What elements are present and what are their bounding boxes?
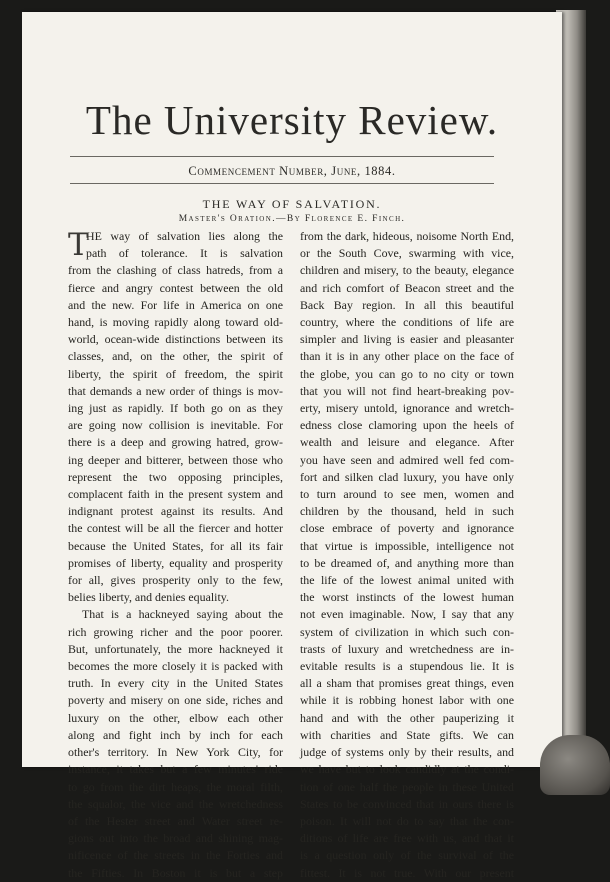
text-line: the contest will be all the fiercer and hotter	[68, 521, 283, 536]
text-line: becomes the more closely it is packed with	[68, 659, 283, 674]
text-line: other's territory. In New York City, for	[68, 745, 283, 760]
text-line: because the United States, for all its fair	[68, 538, 283, 553]
thumb-shadow	[540, 735, 610, 795]
article-column-right	[300, 228, 514, 882]
masthead-rule-top	[70, 156, 494, 157]
text-line: and the new. For life in America on one	[68, 297, 283, 312]
text-line: simpler and living is easier and pleasanter	[300, 332, 514, 347]
text-line: the worst instincts of the lowest human	[300, 590, 514, 605]
text-line: poverty and misery on one side, riches and	[68, 693, 283, 708]
text-line: classes, and, on the other, the spirit of	[68, 349, 283, 364]
text-line: luxury on the other, elbow each other	[68, 710, 283, 725]
masthead-rule-bottom	[70, 183, 494, 184]
text-line: That is a hackneyed saying about the	[82, 607, 283, 622]
text-line: hand and with the other pauperizing it	[300, 710, 514, 725]
article-column-left	[68, 228, 283, 882]
text-line: world, ocean-wide distinctions between its	[68, 332, 283, 347]
text-line: States to be convinced that in ours there is	[300, 796, 514, 811]
text-line: instance, it takes but a few minutes' ride	[68, 762, 283, 777]
text-line: is a question only of the survival of the	[300, 848, 514, 863]
text-line: along and fight inch by inch for each	[68, 727, 283, 742]
text-line: to turn around to see men, women and	[300, 487, 514, 502]
text-line: than it is in any other place on the face of	[300, 349, 514, 364]
text-line: the life of the lowest animal united with	[300, 573, 514, 588]
text-line: for all, gives prosperity only to the few,	[68, 573, 283, 588]
text-line: system of civilization in which such con-	[300, 624, 514, 639]
text-line: belies liberty, and denies equality.	[68, 590, 229, 605]
text-line: country, where the conditions of life are	[300, 315, 514, 330]
text-line: ing just as rapidly. If both go on as they	[68, 401, 283, 416]
text-line: truth. In every city in the United States	[68, 676, 283, 691]
text-line: hand, is moving rapidly along toward old-	[68, 315, 283, 330]
text-line: wealth and leisure and elegance. After	[300, 435, 514, 450]
text-line: the squalor, the vice and the wretchedness	[68, 796, 283, 811]
text-line: trasts of luxury and wretchedness are in-	[300, 641, 514, 656]
text-line: the Fifties. In Boston it is but a step	[68, 865, 283, 880]
text-line: from the clashing of class hatreds, from a	[68, 263, 283, 278]
text-line: there is a deep and growing hatred, grow-	[68, 435, 283, 450]
text-line: ing deeper and bitterer, between those who	[68, 452, 283, 467]
text-line: to be dreamed of, and anything more than	[300, 555, 514, 570]
text-line: tion of one half the people in these United	[300, 779, 514, 794]
text-line: from the dark, hideous, noisome North End,	[300, 229, 514, 243]
text-line: or the South Cove, swarming with vice,	[300, 246, 514, 261]
text-line: fort and silken clad luxury, you have only	[300, 469, 514, 484]
text-line: path of tolerance. It is salvation	[86, 246, 283, 261]
text-line: rich growing richer and the poor poorer.	[68, 624, 283, 639]
text-line: of the Hester street and Water street re-	[68, 813, 283, 828]
article-byline: Master's Oration.—By Florence E. Finch.	[178, 214, 406, 224]
article-title: THE WAY OF SALVATION.	[202, 197, 382, 211]
text-line: children and misery, to the beauty, elegance	[300, 263, 514, 278]
text-line: that demands a new order of things is mov-	[68, 383, 283, 398]
text-line: nificence of the streets in the Forties and	[68, 848, 283, 863]
text-line: poison. It will not do to say that the con-	[300, 813, 514, 828]
text-line: fittest. It is not true. With our present	[300, 865, 514, 880]
text-line: that you will not find heart-breaking pov-	[300, 383, 514, 398]
text-line: erty, misery untold, ignorance and wretch-	[300, 401, 514, 416]
text-line: gions out into the broad and shining mag-	[68, 831, 283, 846]
text-line: the globe, you can go to no city or town	[300, 366, 514, 381]
text-line: that virtue is impossible, intelligence not	[300, 538, 514, 553]
text-line: But, unfortunately, the more hackneyed it	[68, 641, 283, 656]
text-line: complacent faith in the present system and	[68, 487, 283, 502]
text-line: HE way of salvation lies along the	[86, 229, 283, 243]
text-line: Back Bay region. In all this beautiful	[300, 297, 514, 312]
text-line: you have seen and admired well fed com-	[300, 452, 514, 467]
text-line: all a sham that promises great things, even	[300, 676, 514, 691]
text-line: close embrace of poverty and ignorance	[300, 521, 514, 536]
text-line: not even imaginable. Now, I say that any	[300, 607, 514, 622]
text-line: to go from the dirt heaps, the moral filth,	[68, 779, 283, 794]
text-line: promises of liberty, equality and prosperity	[68, 555, 283, 570]
text-line: represent the two opposing principles,	[68, 469, 283, 484]
text-line: children by the thousand, held in such	[300, 504, 514, 519]
text-line: judge of systems only by their results, and	[300, 745, 514, 760]
text-line: we have but to look candidly at the condi-	[300, 762, 514, 777]
text-line: fierce and angry contest between the old	[68, 280, 283, 295]
issue-line: Commencement Number, June, 1884.	[188, 164, 396, 178]
drop-cap: T	[68, 227, 89, 263]
text-line: ditions of life are free with us, and that it	[300, 831, 514, 846]
text-line: and rich comfort of Beacon street and the	[300, 280, 514, 295]
text-line: with charities and State gifts. We can	[300, 727, 514, 742]
text-line: evitable results is a stupendous lie. It is	[300, 659, 514, 674]
text-line: while it is robbing honest labor with one	[300, 693, 514, 708]
masthead-title: The University Review.	[85, 97, 499, 143]
text-line: edness close clamoring upon the heels of	[300, 418, 514, 433]
text-line: indignant protest against its results. And	[68, 504, 283, 519]
text-line: liberty, the spirit of freedom, the spirit	[68, 366, 283, 381]
text-line: are going now collision is inevitable. For	[68, 418, 283, 433]
